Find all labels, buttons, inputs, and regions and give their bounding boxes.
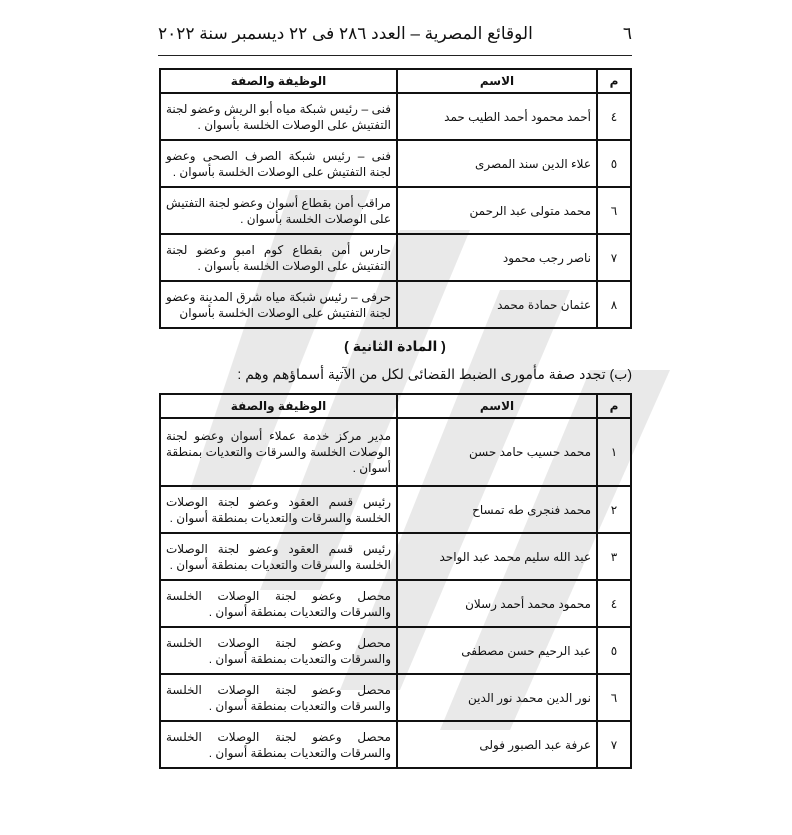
person-name: نور الدين محمد نور الدين: [397, 674, 597, 721]
person-name: عثمان حمادة محمد: [397, 281, 597, 328]
column-header: الوظيفة والصفة: [160, 69, 397, 93]
row-number: ١: [597, 418, 631, 486]
page-number: ٦: [622, 24, 632, 43]
column-header: الاسم: [397, 394, 597, 418]
person-name: محمد متولى عبد الرحمن: [397, 187, 597, 234]
job-title: محصل وعضو لجنة الوصلات الخلسة والسرقات والتعديات بمنطقة أسوان .: [160, 674, 397, 721]
table-row: [160, 234, 631, 281]
row-number: ٨: [597, 281, 631, 328]
row-number: ٤: [597, 93, 631, 140]
person-name: محمد فنجرى طه تمساح: [397, 486, 597, 533]
row-number: ٦: [597, 187, 631, 234]
row-number: ٧: [597, 234, 631, 281]
article-heading: ( المادة الثانية ): [344, 338, 446, 354]
job-title: مراقب أمن بقطاع أسوان وعضو لجنة التفتيش على الوصلات الخلسة بأسوان .: [160, 187, 397, 234]
person-name: ناصر رجب محمود: [397, 234, 597, 281]
person-name: محمود محمد أحمد رسلان: [397, 580, 597, 627]
column-header: الاسم: [397, 69, 597, 93]
person-name: محمد حسيب حامد حسن: [397, 418, 597, 486]
table-row: [160, 580, 631, 627]
job-title: فنى – رئيس شبكة مياه أبو الريش وعضو لجنة التفتيش على الوصلات الخلسة بأسوان .: [160, 93, 397, 140]
table-row: [160, 486, 631, 533]
row-number: ٣: [597, 533, 631, 580]
table-2: [159, 393, 632, 769]
table-row: [160, 281, 631, 328]
table-row: [160, 627, 631, 674]
column-header: م: [597, 394, 631, 418]
row-number: ٧: [597, 721, 631, 768]
column-header: م: [597, 69, 631, 93]
table-row: [160, 93, 631, 140]
table-row: [160, 674, 631, 721]
person-name: علاء الدين سند المصرى: [397, 140, 597, 187]
page-header: [158, 22, 632, 46]
row-number: ٤: [597, 580, 631, 627]
person-name: عبد الرحيم حسن مصطفى: [397, 627, 597, 674]
paragraph: (ب) تجدد صفة مأمورى الضبط القضائى لكل من الآتية أسماؤهم وهم :: [237, 366, 632, 382]
person-name: أحمد محمود أحمد الطيب حمد: [397, 93, 597, 140]
table-row: [160, 418, 631, 486]
job-title: مدير مركز خدمة عملاء أسوان وعضو لجنة الوصلات الخلسة والسرقات والتعديات بمنطقة أسوان .: [160, 418, 397, 486]
table-row: [160, 533, 631, 580]
table-row: [160, 140, 631, 187]
job-title: رئيس قسم العقود وعضو لجنة الوصلات الخلسة والسرقات والتعديات بمنطقة أسوان .: [160, 533, 397, 580]
table-row: [160, 187, 631, 234]
row-number: ٦: [597, 674, 631, 721]
job-title: محصل وعضو لجنة الوصلات الخلسة والسرقات والتعديات بمنطقة أسوان .: [160, 627, 397, 674]
header-divider: [158, 55, 632, 56]
person-name: عبد الله سليم محمد عبد الواحد: [397, 533, 597, 580]
person-name: عرفة عبد الصبور فولى: [397, 721, 597, 768]
job-title: رئيس قسم العقود وعضو لجنة الوصلات الخلسة والسرقات والتعديات بمنطقة أسوان .: [160, 486, 397, 533]
row-number: ٢: [597, 486, 631, 533]
job-title: محصل وعضو لجنة الوصلات الخلسة والسرقات والتعديات بمنطقة أسوان .: [160, 580, 397, 627]
table-1: [159, 68, 632, 329]
job-title: حرفى – رئيس شبكة مياه شرق المدينة وعضو لجنة التفتيش على الوصلات الخلسة بأسوان: [160, 281, 397, 328]
row-number: ٥: [597, 140, 631, 187]
job-title: حارس أمن بقطاع كوم امبو وعضو لجنة التفتيش على الوصلات الخلسة بأسوان .: [160, 234, 397, 281]
row-number: ٥: [597, 627, 631, 674]
table-row: [160, 721, 631, 768]
column-header: الوظيفة والصفة: [160, 394, 397, 418]
job-title: محصل وعضو لجنة الوصلات الخلسة والسرقات والتعديات بمنطقة أسوان .: [160, 721, 397, 768]
gazette-title: الوقائع المصرية – العدد ٢٨٦ فى ٢٢ ديسمبر سنة ٢٠٢٢: [158, 24, 533, 43]
job-title: فنى – رئيس شبكة الصرف الصحى وعضو لجنة التفتيش على الوصلات الخلسة بأسوان .: [160, 140, 397, 187]
